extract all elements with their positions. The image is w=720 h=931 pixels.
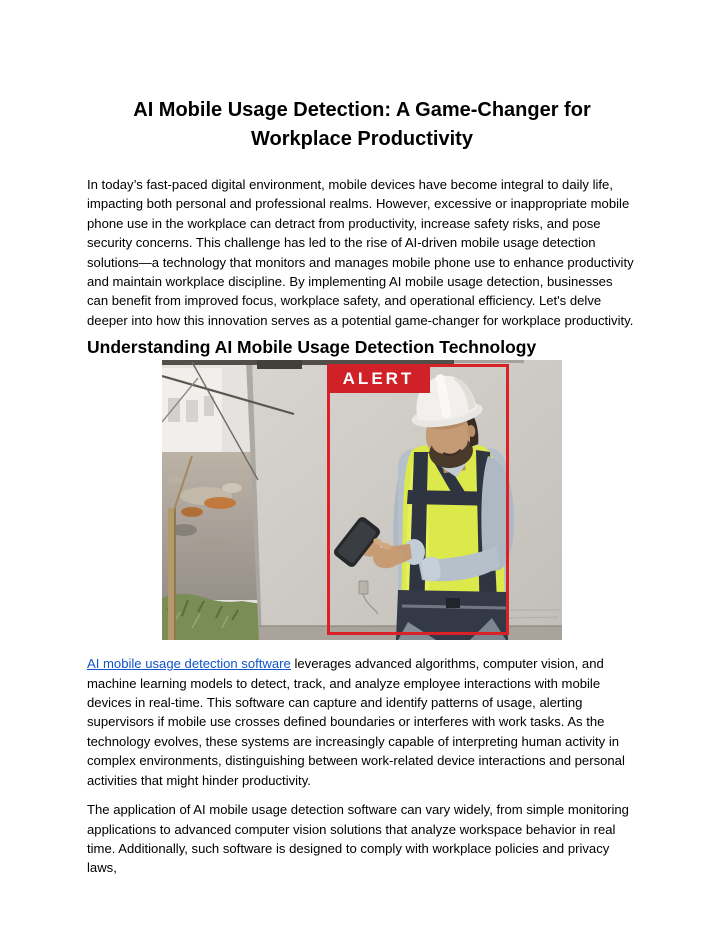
document-title: AI Mobile Usage Detection: A Game-Changer for Workplace Productivity (133, 99, 591, 150)
application-paragraph: The application of AI mobile usage detection software can vary widely, from simple monitoring applications to advanced computer vision solutions that analyze workspace behavior in real time. Additionally, such software is designed to comply with workplace policies and privacy laws, (87, 802, 629, 876)
outdoor-area (162, 360, 262, 640)
technology-paragraph-text: leverages advanced algorithms, computer vision, and machine learning models to detect, track, and analyze employee interactions with mobile devices in real-time. This software can capture and identify patterns of usage, alerting supervisors if mobile use crosses defined boundaries or interferes with work tasks. As the technology evolves, these systems are increasingly capable of interpreting human activity in complex environments, distinguishing between work-related device interactions and personal activities that might hinder productivity. (87, 656, 625, 788)
detection-photo (162, 360, 562, 640)
detection-bounding-box (327, 364, 509, 635)
alert-badge (327, 364, 430, 393)
software-link[interactable]: AI mobile usage detection software (87, 656, 291, 672)
section-heading: Understanding AI Mobile Usage Detection Technology (87, 337, 537, 358)
alert-label: ALERT (342, 368, 415, 388)
technology-paragraph (87, 654, 637, 790)
intro-paragraph: In today’s fast-paced digital environment, mobile devices have become integral to daily life, impacting both personal and professional realms. However, excessive or inappropriate mobile phone use in the workplace can detract from productivity, increase safety risks, and pose security concerns. This challenge has led to the rise of AI-driven mobile usage detection solutions—a technology that monitors and manages mobile phone use to enhance productivity and maintain workplace discipline. By implementing AI mobile usage detection, businesses can benefit from improved focus, workplace safety, and operational efficiency. Let's delve deeper into how this innovation serves as a potential game-changer for workplace productivity. (87, 177, 634, 328)
